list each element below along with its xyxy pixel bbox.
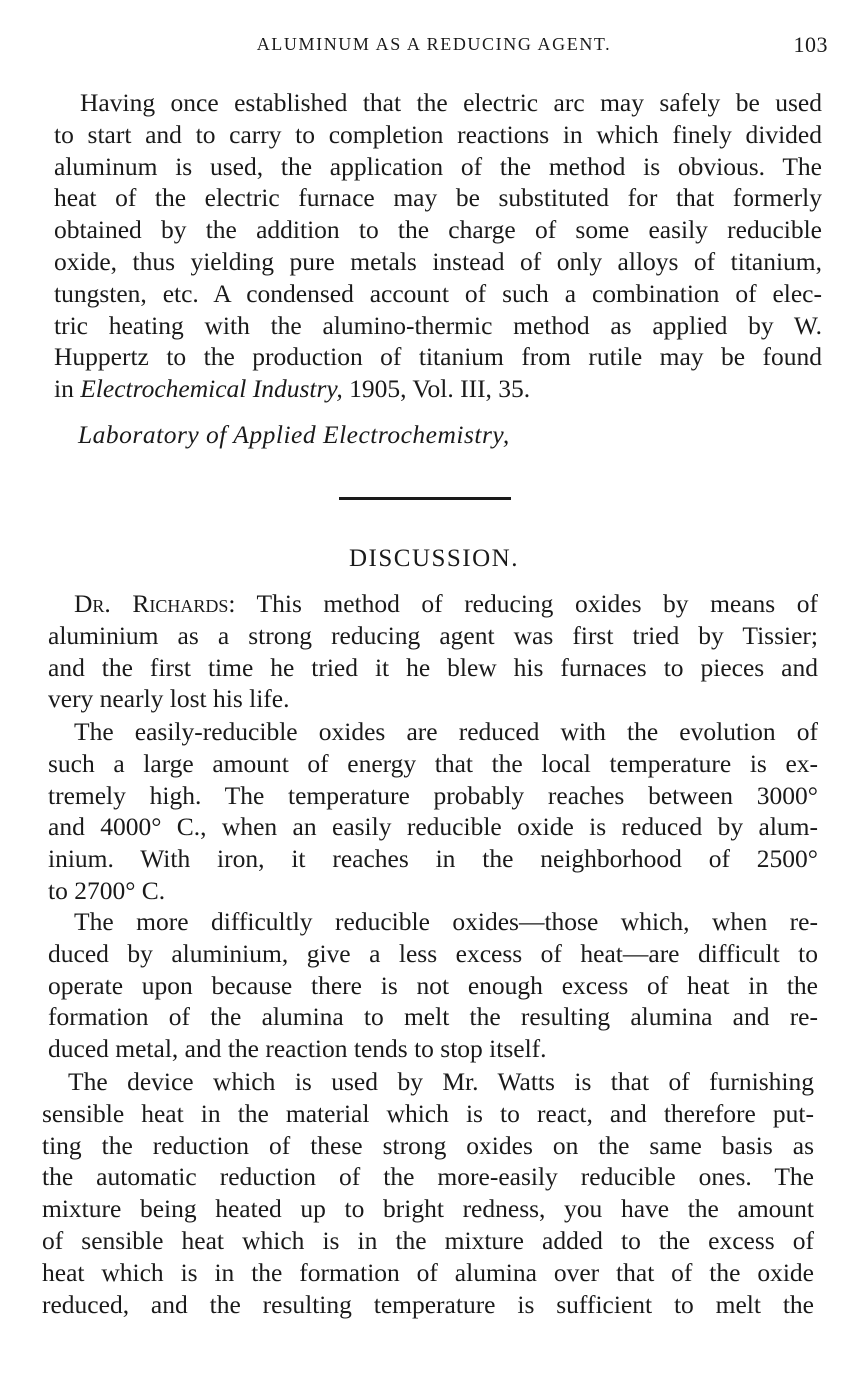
paragraph-line: and 4000° C., when an easily reducible oxide is reduced by alum-: [48, 812, 818, 842]
paragraph-line: such a large amount of energy that the local temperature is ex-: [48, 748, 818, 778]
paragraph-line: tremely high. The temperature probably reaches between 3000°: [48, 780, 818, 810]
paragraph-line: mixture being heated up to bright redness, you have the amount: [42, 1194, 814, 1224]
affiliation-line: Laboratory of Applied Electrochemistry,: [78, 420, 510, 449]
paragraph-line: duced metal, and the reaction tends to stop itself.: [48, 1034, 547, 1064]
discussion-paragraph: [42, 1066, 814, 1320]
paragraph-line: The more difficultly reducible oxides—those which, when re-: [74, 907, 818, 936]
citation-line: [54, 373, 822, 405]
paragraph-line: and the first time he tried it he blew his furnaces to pieces and: [48, 652, 818, 682]
paragraph-line: The easily-reducible oxides are reduced with the evolution of: [74, 717, 818, 746]
paragraph-line: the automatic reduction of the more-easily reducible ones. The: [42, 1162, 814, 1192]
paragraph-line: aluminum is used, the application of the method is obvious. The: [54, 151, 822, 181]
discussion-heading: DISCUSSION.: [348, 545, 519, 572]
discussion-paragraph: [48, 716, 818, 907]
section-divider: [339, 497, 511, 500]
paragraph-line: reduced, and the resulting temperature is sufficient to melt the: [42, 1289, 814, 1319]
paragraph-line: aluminium as a strong reducing agent was first tried by Tissier;: [48, 620, 818, 650]
paragraph-line: inium. With iron, it reaches in the neighborhood of 2500°: [48, 844, 818, 874]
running-title: ALUMINUM AS A REDUCING AGENT.: [256, 34, 612, 54]
paragraph-line: Having once established that the electric arc may safely be used: [80, 88, 822, 117]
paragraph-line: [48, 588, 818, 620]
paragraph-line: ting the reduction of these strong oxides on the same basis as: [42, 1130, 814, 1160]
running-head: [40, 34, 828, 62]
intro-paragraph: [54, 87, 822, 405]
paragraph-line: to start and to carry to completion reactions in which finely divided: [54, 119, 822, 149]
paragraph-line: heat of the electric furnace may be substituted for that formerly: [54, 183, 822, 213]
paragraph-line: to 2700° C.: [48, 875, 166, 905]
page-number: 103: [793, 32, 828, 57]
paragraph-line: formation of the alumina to melt the resulting alumina and re-: [48, 1002, 818, 1032]
paragraph-line: The device which is used by Mr. Watts is that of furnishing: [68, 1067, 814, 1096]
paragraph-line: obtained by the addition to the charge of some easily reducible: [54, 215, 822, 245]
paragraph-line: oxide, thus yielding pure metals instead of only alloys of titanium,: [54, 246, 822, 276]
paragraph-line: tric heating with the alumino-thermic method as applied by W.: [54, 310, 822, 340]
paragraph-line: heat which is in the formation of alumina over that of the oxide: [42, 1257, 814, 1287]
paragraph-line: of sensible heat which is in the mixture added to the excess of: [42, 1225, 814, 1255]
paragraph-line: very nearly lost his life.: [48, 684, 290, 714]
paragraph-line: duced by aluminium, give a less excess of heat—are difficult to: [48, 938, 818, 968]
paragraph-line: operate upon because there is not enough excess of heat in the: [48, 970, 818, 1000]
citation-prefix: in: [54, 374, 81, 404]
paragraph-line: tungsten, etc. A condensed account of such a combination of elec-: [54, 278, 822, 308]
paragraph-line: sensible heat in the material which is to react, and therefore put-: [42, 1098, 814, 1128]
speaker-name: Dr. Richards: [74, 589, 229, 618]
discussion-paragraph: [48, 588, 818, 715]
discussion-paragraph: [48, 906, 818, 1065]
journal-title: Electrochemical Industry,: [80, 374, 343, 404]
paragraph-text: This method of reducing oxides by means of: [256, 589, 819, 618]
paragraph-line: Huppertz to the production of titanium from rutile may be found: [54, 342, 822, 372]
speaker-separator: :: [228, 589, 257, 618]
citation-details: 1905, Vol. III, 35.: [342, 374, 531, 404]
